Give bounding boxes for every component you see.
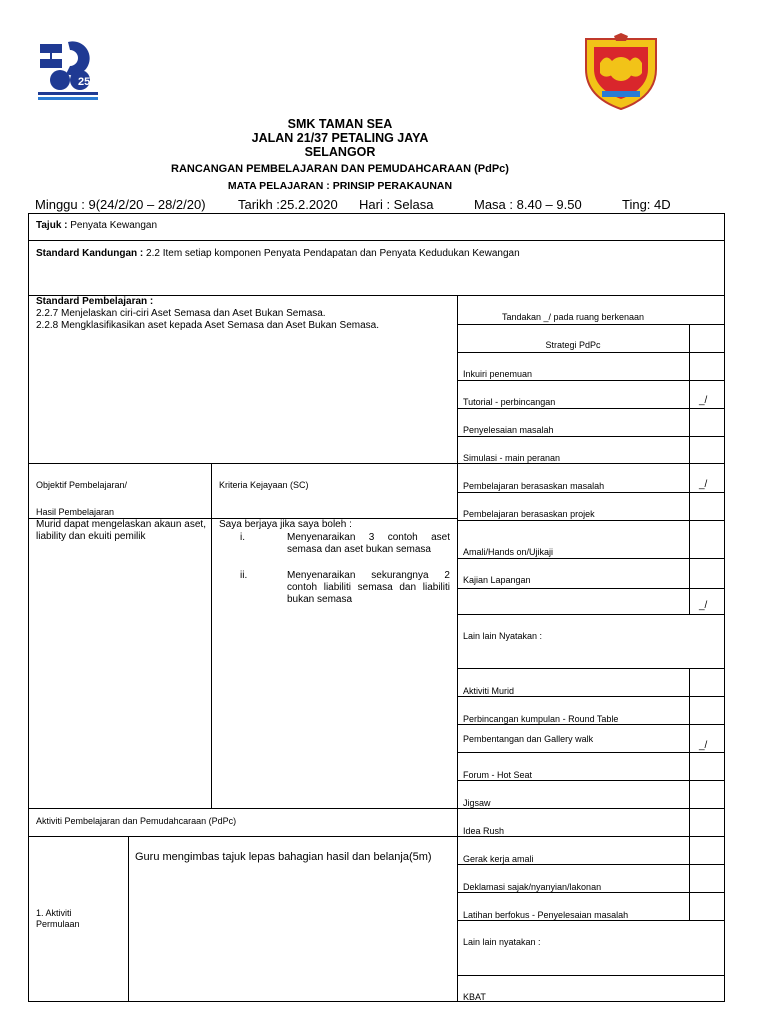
tajuk-value: Penyata Kewangan [70, 220, 157, 231]
address-line-2: SELANGOR [304, 145, 376, 159]
strategy-label: Deklamasi sajak/nyanyian/lakonan [463, 882, 602, 892]
kriteria-item-num: ii. [240, 570, 248, 581]
strategy-label: Penyelesaian masalah [463, 425, 554, 435]
strategy-label: Aktiviti Murid [463, 686, 515, 696]
selangor-crest-logo [580, 33, 662, 111]
strategy-label: Perbincangan kumpulan - Round Table [463, 714, 619, 724]
strategy-label: Kajian Lapangan [463, 575, 531, 585]
instruction-text: Tandakan _/ pada ruang berkenaan [501, 312, 645, 322]
minggu-text: Minggu : 9(24/2/20 – 28/2/20) [35, 197, 206, 212]
strategy-label: Lain lain Nyatakan : [463, 631, 543, 641]
tajuk-label: Tajuk : [36, 220, 68, 231]
strategy-label: Pembelajaran berasaskan masalah [463, 481, 605, 491]
kriteria-item-num: i. [240, 532, 245, 543]
tick-mark: _/ [699, 479, 708, 490]
strategi-header: Strategi PdPc [545, 340, 601, 350]
subject-title: MATA PELAJARAN : PRINSIP PERAKAUNAN [227, 180, 453, 192]
school-name: SMK TAMAN SEA [287, 117, 393, 131]
strategy-label: Tutorial - perbincangan [463, 397, 556, 407]
tajuk-row [36, 220, 157, 232]
strategy-label: Pembelajaran berasaskan projek [463, 509, 595, 519]
kriteria-item-text: Menyenaraikan 3 contoh aset semasa dan aset bukan semasa [287, 532, 450, 555]
masa-text: Masa : 8.40 – 9.50 [474, 197, 582, 212]
standard-pembelajaran-label: Standard Pembelajaran : [36, 296, 154, 307]
tarikh-text: Tarikh :25.2.2020 [238, 197, 338, 212]
kriteria-label: Kriteria Kejayaan (SC) [219, 480, 309, 490]
strategy-label: Lain lain nyatakan : [463, 937, 541, 947]
strategy-label: Pembentangan dan Gallery walk [463, 734, 594, 744]
strategy-label: Inkuiri penemuan [463, 369, 533, 379]
ting-text: Ting: 4D [622, 197, 671, 212]
strategy-label: KBAT [463, 992, 486, 1002]
plan-title: RANCANGAN PEMBELAJARAN DAN PEMUDAHCARAAN (PdPc) [171, 163, 509, 175]
school-25-logo [34, 36, 102, 104]
strategy-label: Simulasi - main peranan [463, 453, 561, 463]
hasil-label: Hasil Pembelajaran [36, 507, 115, 517]
address-line-1: JALAN 21/37 PETALING JAYA [251, 131, 429, 145]
svg-text:25: 25 [78, 76, 91, 88]
objektif-text: Murid dapat mengelaskan akaun aset, liability dan ekuiti pemilik [36, 519, 206, 542]
standard-pembelajaran-item: 2.2.7 Menjelaskan ciri-ciri Aset Semasa dan Aset Bukan Semasa. [36, 308, 326, 319]
standard-kandungan-value: 2.2 Item setiap komponen Penyata Pendapatan dan Penyata Kedudukan Kewangan [146, 248, 520, 259]
tick-mark: _/ [699, 600, 708, 611]
aktiviti-permulaan-label: 1. Aktiviti Permulaan [36, 908, 80, 929]
tick-mark: _/ [699, 740, 708, 751]
strategy-label: Gerak kerja amali [463, 854, 534, 864]
strategy-label: Idea Rush [463, 826, 505, 836]
aktiviti-pdpc-label: Aktiviti Pembelajaran dan Pemudahcaraan (PdPc) [36, 816, 237, 826]
tick-mark: _/ [699, 395, 708, 406]
aktiviti-permulaan-text: Guru mengimbas tajuk lepas bahagian hasil dan belanja(5m) [135, 851, 432, 863]
hari-text: Hari : Selasa [359, 197, 434, 212]
strategy-label: Amali/Hands on/Ujikaji [463, 547, 554, 557]
strategy-label: Latihan berfokus - Penyelesaian masalah [463, 910, 629, 920]
kriteria-item-text: Menyenaraikan sekurangnya 2 contoh liabiliti semasa dan liabiliti bukan semasa [287, 570, 450, 605]
kriteria-intro: Saya berjaya jika saya boleh : [219, 519, 352, 530]
strategy-label: Forum - Hot Seat [463, 770, 533, 780]
standard-pembelajaran-item: 2.2.8 Mengklasifikasikan aset kepada Aset Semasa dan Aset Bukan Semasa. [36, 320, 379, 331]
strategy-label: Jigsaw [463, 798, 491, 808]
standard-kandungan-label: Standard Kandungan : [36, 248, 144, 259]
objektif-label: Objektif Pembelajaran/ [36, 480, 128, 490]
school-header [0, 117, 680, 159]
standard-kandungan-row [36, 248, 520, 260]
